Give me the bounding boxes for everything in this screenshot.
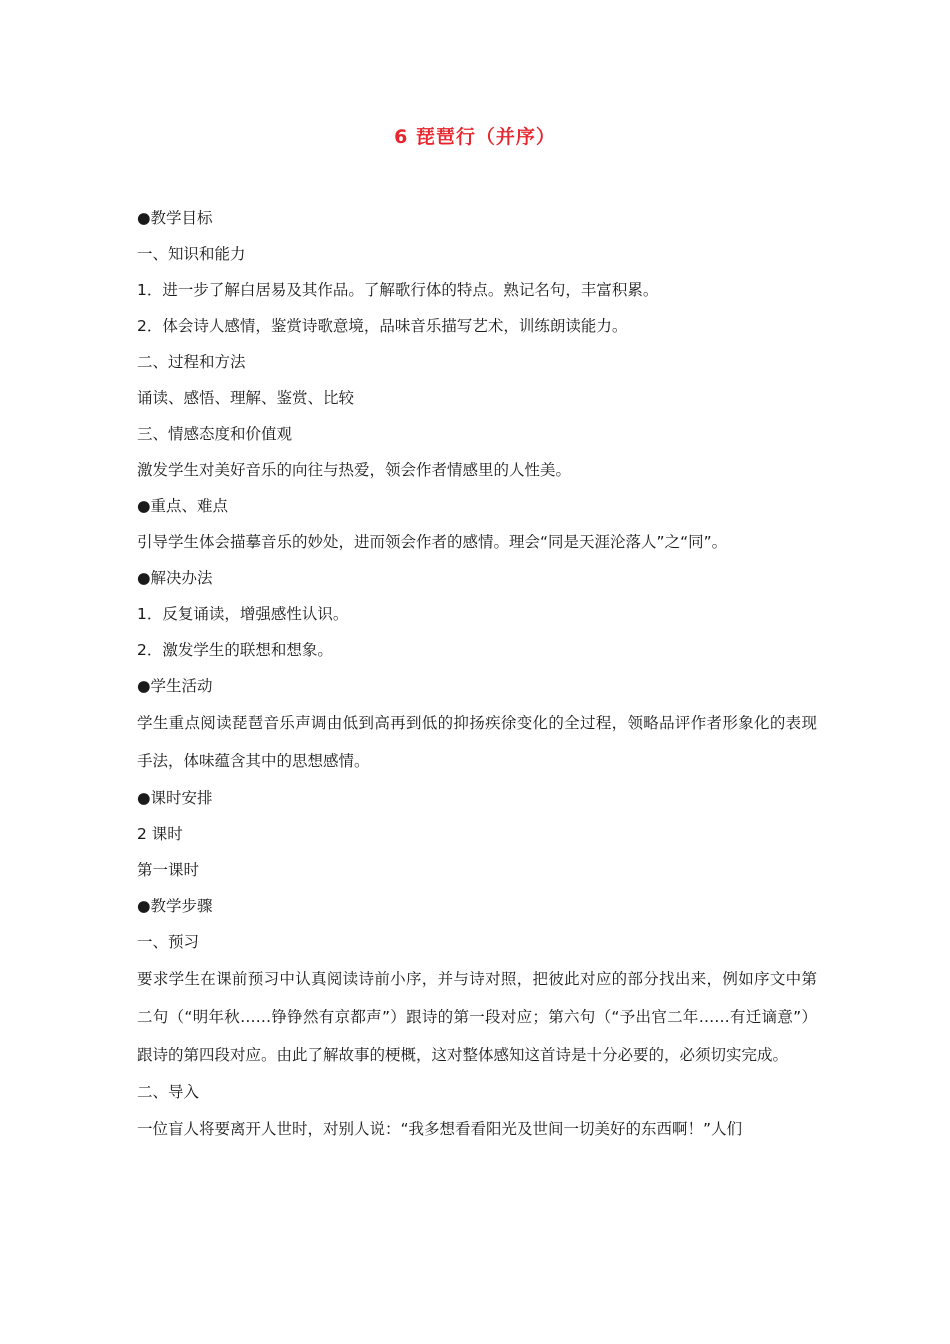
solution-item-2: 2．激发学生的联想和想象。 bbox=[137, 641, 333, 659]
subheading-attitude: 三、情感态度和价值观 bbox=[137, 425, 293, 443]
preview-paragraph: 要求学生在课前预习中认真阅读诗前小序，并与诗对照，把彼此对应的部分找出来，例如序文中第二句（“明年秋……铮铮然有京都声”）跟诗的第一段对应；第六句（“予出官二年……有迁谪意”）跟诗的第四段对应。由此了解故事的梗概，这对整体感知这首诗是十分必要的，必须切实完成。 bbox=[137, 970, 817, 1064]
heading-schedule: ●课时安排 bbox=[137, 789, 213, 807]
goal-item-1: 1．进一步了解白居易及其作品。了解歌行体的特点。熟记名句，丰富积累。 bbox=[137, 281, 659, 299]
step-intro-heading: 二、导入 bbox=[137, 1083, 200, 1101]
key-points-text: 引导学生体会描摹音乐的妙处，进而领会作者的感情。理会“同是天涯沦落人”之“同”。 bbox=[137, 533, 728, 551]
first-lesson-label: 第一课时 bbox=[137, 861, 200, 879]
document-title: 6 琵琶行（并序） bbox=[394, 126, 556, 148]
schedule-text: 2 课时 bbox=[137, 825, 183, 843]
solution-item-1: 1．反复诵读，增强感性认识。 bbox=[137, 605, 349, 623]
activity-paragraph: 学生重点阅读琵琶音乐声调由低到高再到低的抑扬疾徐变化的全过程，领略品评作者形象化的表现手法，体味蕴含其中的思想感情。 bbox=[137, 714, 817, 770]
heading-student-activity: ●学生活动 bbox=[137, 677, 213, 695]
attitude-text: 激发学生对美好音乐的向往与热爱，领会作者情感里的人性美。 bbox=[137, 461, 572, 479]
heading-key-points: ●重点、难点 bbox=[137, 497, 229, 515]
goal-item-2: 2．体会诗人感情，鉴赏诗歌意境，品味音乐描写艺术，训练朗读能力。 bbox=[137, 317, 628, 335]
intro-paragraph: 一位盲人将要离开人世时，对别人说：“我多想看看阳光及世间一切美好的东西啊！”人们 bbox=[137, 1120, 743, 1138]
heading-teaching-goals: ●教学目标 bbox=[137, 209, 213, 227]
step-preview-heading: 一、预习 bbox=[137, 933, 200, 951]
heading-solutions: ●解决办法 bbox=[137, 569, 213, 587]
subheading-knowledge: 一、知识和能力 bbox=[137, 245, 246, 263]
document-body bbox=[137, 200, 817, 1148]
subheading-process: 二、过程和方法 bbox=[137, 353, 246, 371]
heading-teaching-steps: ●教学步骤 bbox=[137, 897, 213, 915]
process-text: 诵读、感悟、理解、鉴赏、比较 bbox=[137, 389, 355, 407]
